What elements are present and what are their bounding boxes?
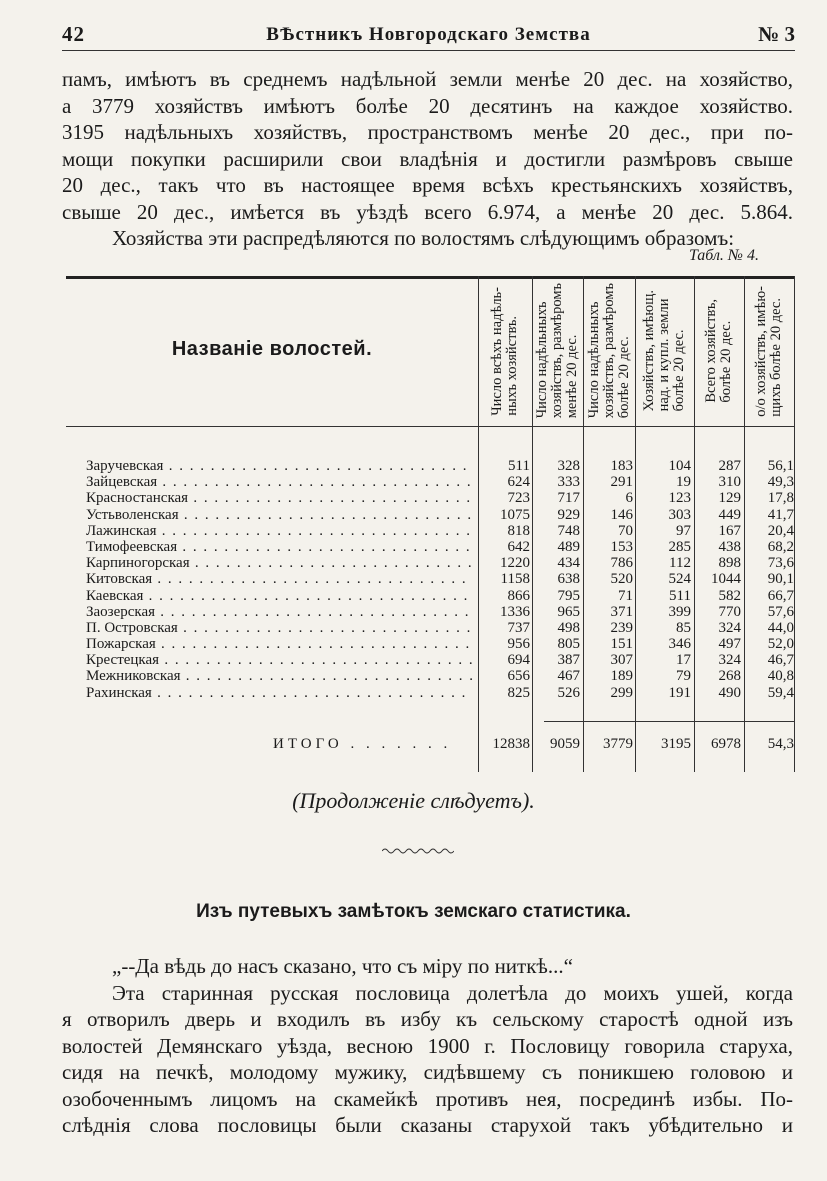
table-cell: 183	[610, 458, 633, 474]
total-cell: 3779	[603, 736, 633, 752]
table-row	[66, 668, 795, 684]
total-cell: 54,3	[767, 736, 794, 752]
text-line: сидя на печкѣ, молодому мужику, сидѣвшему съ поникшею головою и	[62, 1060, 793, 1084]
table-cell: 1158	[500, 571, 530, 588]
text-line: мощи покупки расширили свои владѣнія и достигли размѣровъ свыше	[62, 146, 793, 171]
volost-name: Каевская . . .	[86, 588, 472, 604]
table-row	[66, 523, 795, 539]
column-header: Число надѣльныхъ хозяйствъ, размѣромъ менѣе 20 дес.	[534, 283, 580, 419]
table-cell: 490	[718, 684, 741, 701]
total-cell: 12838	[492, 736, 530, 752]
table-cell: 438	[718, 538, 741, 555]
table-cell: 324	[718, 652, 741, 669]
table-cell: 805	[557, 636, 580, 653]
table-row	[66, 620, 795, 636]
table-cell: 346	[668, 636, 691, 653]
table-cell: 49,3	[767, 474, 794, 491]
table-cell: 956	[507, 636, 530, 653]
table-cell: 146	[610, 506, 633, 523]
ornament-divider	[382, 846, 454, 856]
table-cell: 90,1	[767, 571, 794, 588]
table-cell: 17	[676, 652, 691, 669]
table-cell: 965	[557, 603, 580, 620]
table-cell: 498	[557, 619, 580, 636]
issue-number: № 3	[758, 22, 795, 46]
table-row	[66, 474, 795, 490]
table-cell: 795	[557, 587, 580, 604]
table-cell: 68,2	[767, 538, 794, 555]
table-cell: 624	[507, 474, 530, 491]
table-cell: 239	[610, 619, 633, 636]
volost-name: Тимофеевская . . .	[86, 539, 472, 555]
table-row	[66, 604, 795, 620]
table-row	[66, 636, 795, 652]
table-cell: 57,6	[767, 603, 794, 620]
table-cell: 73,6	[767, 555, 794, 572]
total-cell: 6978	[711, 736, 741, 752]
paragraph-intro	[62, 66, 793, 252]
table-cell: 66,7	[767, 587, 794, 604]
table-cell: 656	[507, 668, 530, 685]
table-cell: 770	[718, 603, 741, 620]
column-header: Число надѣльныхъ хозяйствъ, размѣромъ болѣе 20 дес.	[585, 283, 632, 419]
header-rule	[62, 50, 795, 51]
volost-name: Зайцевская . . .	[86, 474, 472, 490]
table-cell: 79	[676, 668, 691, 685]
text-line: 3195 надѣльныхъ хозяйствъ, пространствомъ менѣе 20 дес., при по-	[62, 120, 793, 144]
table-cell: 898	[718, 555, 741, 572]
text-line: Хозяйства эти распредѣляются по волостямъ слѣдующимъ образомъ:	[112, 226, 735, 250]
table-cell: 299	[610, 684, 633, 701]
text-line: волостей Демянскаго уѣзда, весною 1900 г. Пословицу говорила старуха,	[62, 1033, 793, 1058]
volost-name: Китовская . . .	[86, 571, 472, 587]
volost-name: Лажинская . . .	[86, 523, 472, 539]
volost-name: Заручевская . . .	[86, 458, 472, 474]
total-row	[66, 736, 795, 754]
table-row	[66, 555, 795, 571]
table-cell: 737	[507, 619, 530, 636]
text-line: Эта старинная русская пословица долетѣла до моихъ ушей, когда	[112, 980, 793, 1005]
column-header: Хозяйствъ, имѣющ. над. и купл. земли болѣе 20 дес.	[641, 290, 687, 412]
table-row	[66, 652, 795, 668]
table-cell: 303	[668, 506, 691, 523]
text-line: свыше 20 дес., имѣется въ уѣздѣ всего 6.974, а менѣе 20 дес. 5.864.	[62, 199, 793, 224]
volost-name: Пожарская . . .	[86, 636, 472, 652]
volost-name: Рахинская . . .	[86, 685, 472, 701]
table-cell: 387	[557, 652, 580, 669]
table-sum-rule	[544, 721, 795, 722]
table-cell: 524	[668, 571, 691, 588]
table-header-rule	[66, 426, 795, 427]
table-cell: 153	[610, 538, 633, 555]
table-row	[66, 539, 795, 555]
table-cell: 1220	[500, 555, 530, 572]
table-cell: 151	[610, 636, 633, 653]
volost-name: Карпиногорская . . .	[86, 555, 472, 571]
table-cell: 287	[718, 458, 741, 474]
table-cell: 717	[557, 490, 580, 507]
table-row	[66, 490, 795, 506]
text-line: 20 дес., такъ что въ настоящее время всѣхъ крестьянскихъ хозяйствъ,	[62, 173, 793, 197]
table-caption: Табл. № 4.	[688, 247, 759, 264]
table-cell: 56,1	[767, 458, 794, 474]
table-cell: 638	[557, 571, 580, 588]
volost-name: Заозерская . . .	[86, 604, 472, 620]
table-cell: 866	[507, 587, 530, 604]
table-cell: 434	[557, 555, 580, 572]
paragraph-article	[62, 953, 793, 1139]
table-cell: 6	[625, 490, 633, 507]
table-cell: 694	[507, 652, 530, 669]
table-cell: 467	[557, 668, 580, 685]
table-cell: 20,4	[767, 522, 794, 539]
table-cell: 582	[718, 587, 741, 604]
table-cell: 723	[507, 490, 530, 507]
volost-name: Крестецкая . . .	[86, 652, 472, 668]
volost-name: Межниковская . . .	[86, 668, 472, 684]
name-column-header: Названіе волостей.	[171, 338, 373, 360]
table-cell: 85	[676, 619, 691, 636]
column-header: Всего хозяйствъ, болѣе 20 дес.	[703, 299, 734, 403]
table-cell: 40,8	[767, 668, 794, 685]
table-cell: 52,0	[767, 636, 794, 653]
table-cell: 526	[557, 684, 580, 701]
table-cell: 19	[676, 474, 691, 491]
table-cell: 328	[557, 458, 580, 474]
column-header: о/о хозяйствъ, имѣю- щихъ болѣе 20 дес.	[753, 285, 784, 417]
text-line: памъ, имѣютъ въ среднемъ надѣльной земли менѣе 20 дес. на хозяйство,	[62, 67, 793, 91]
table-cell: 748	[557, 522, 580, 539]
volost-name: П. Островская . . .	[86, 620, 472, 636]
table-cell: 324	[718, 619, 741, 636]
journal-title: ВѢстникъ Новгородскаго Земства	[266, 24, 591, 45]
running-header	[62, 20, 795, 48]
table-cell: 449	[718, 506, 741, 523]
table-cell: 268	[718, 668, 741, 685]
column-header: Число всѣхъ надѣль- ныхъ хозяйствъ.	[489, 286, 520, 416]
table-cell: 333	[557, 474, 580, 491]
table-cell: 285	[668, 538, 691, 555]
table-cell: 104	[668, 458, 691, 474]
total-cell: 3195	[661, 736, 691, 752]
table-cell: 929	[557, 506, 580, 523]
table-row	[66, 458, 795, 474]
table-cell: 291	[610, 474, 633, 491]
table-cell: 1044	[711, 571, 741, 588]
text-line: „--Да вѣдь до насъ сказано, что съ міру по ниткѣ...“	[112, 954, 573, 978]
table-cell: 825	[507, 684, 530, 701]
table-cell: 1336	[500, 603, 530, 620]
table-cell: 191	[668, 684, 691, 701]
table-cell: 371	[610, 603, 633, 620]
volost-name: Устьволенская . . .	[86, 507, 472, 523]
table-cell: 307	[610, 652, 633, 669]
table-cell: 818	[507, 522, 530, 539]
table-cell: 17,8	[767, 490, 794, 507]
table-cell: 189	[610, 668, 633, 685]
continuation-note: (Продолженіе слѣдуетъ).	[292, 788, 535, 813]
total-label: ИТОГО . . . . . . .	[273, 736, 452, 752]
table-cell: 511	[669, 587, 691, 604]
volost-name: Красностанская . . .	[86, 490, 472, 506]
page-number: 42	[62, 22, 85, 46]
table-cell: 489	[557, 538, 580, 555]
table-cell: 44,0	[767, 619, 794, 636]
table-cell: 520	[610, 571, 633, 588]
table-cell: 71	[618, 587, 633, 604]
table-cell: 41,7	[767, 506, 794, 523]
article-title: Изъ путевыхъ замѣтокъ земскаго статистика.	[196, 901, 631, 922]
table-cell: 129	[718, 490, 741, 507]
total-cell: 9059	[550, 736, 580, 752]
table-cell: 70	[618, 522, 633, 539]
table-top-rule	[66, 276, 795, 279]
table-row	[66, 685, 795, 701]
text-line: слѣднія слова пословицы были сказаны старухой такъ убѣдительно и	[62, 1113, 793, 1137]
table-cell: 642	[507, 538, 530, 555]
table-cell: 497	[718, 636, 741, 653]
table-cell: 97	[676, 522, 691, 539]
table-body	[66, 458, 795, 701]
table-cell: 399	[668, 603, 691, 620]
table-cell: 1075	[500, 506, 530, 523]
statistics-table	[66, 276, 795, 772]
table-cell: 511	[508, 458, 530, 474]
table-cell: 46,7	[767, 652, 794, 669]
text-line: а 3779 хозяйствъ имѣютъ болѣе 20 десятинъ на каждое хозяйство.	[62, 93, 793, 118]
table-cell: 123	[668, 490, 691, 507]
text-line: озобоченнымъ лицомъ на скамейкѣ противъ нея, посрединѣ избы. По-	[62, 1086, 793, 1111]
table-cell: 310	[718, 474, 741, 491]
table-cell: 786	[610, 555, 633, 572]
table-cell: 59,4	[767, 684, 794, 701]
text-line: я отворилъ дверь и входилъ въ избу къ сельскому старостѣ одной изъ	[62, 1007, 793, 1031]
table-cell: 112	[669, 555, 691, 572]
table-cell: 167	[718, 522, 741, 539]
table-row	[66, 588, 795, 604]
table-row	[66, 507, 795, 523]
table-row	[66, 571, 795, 587]
